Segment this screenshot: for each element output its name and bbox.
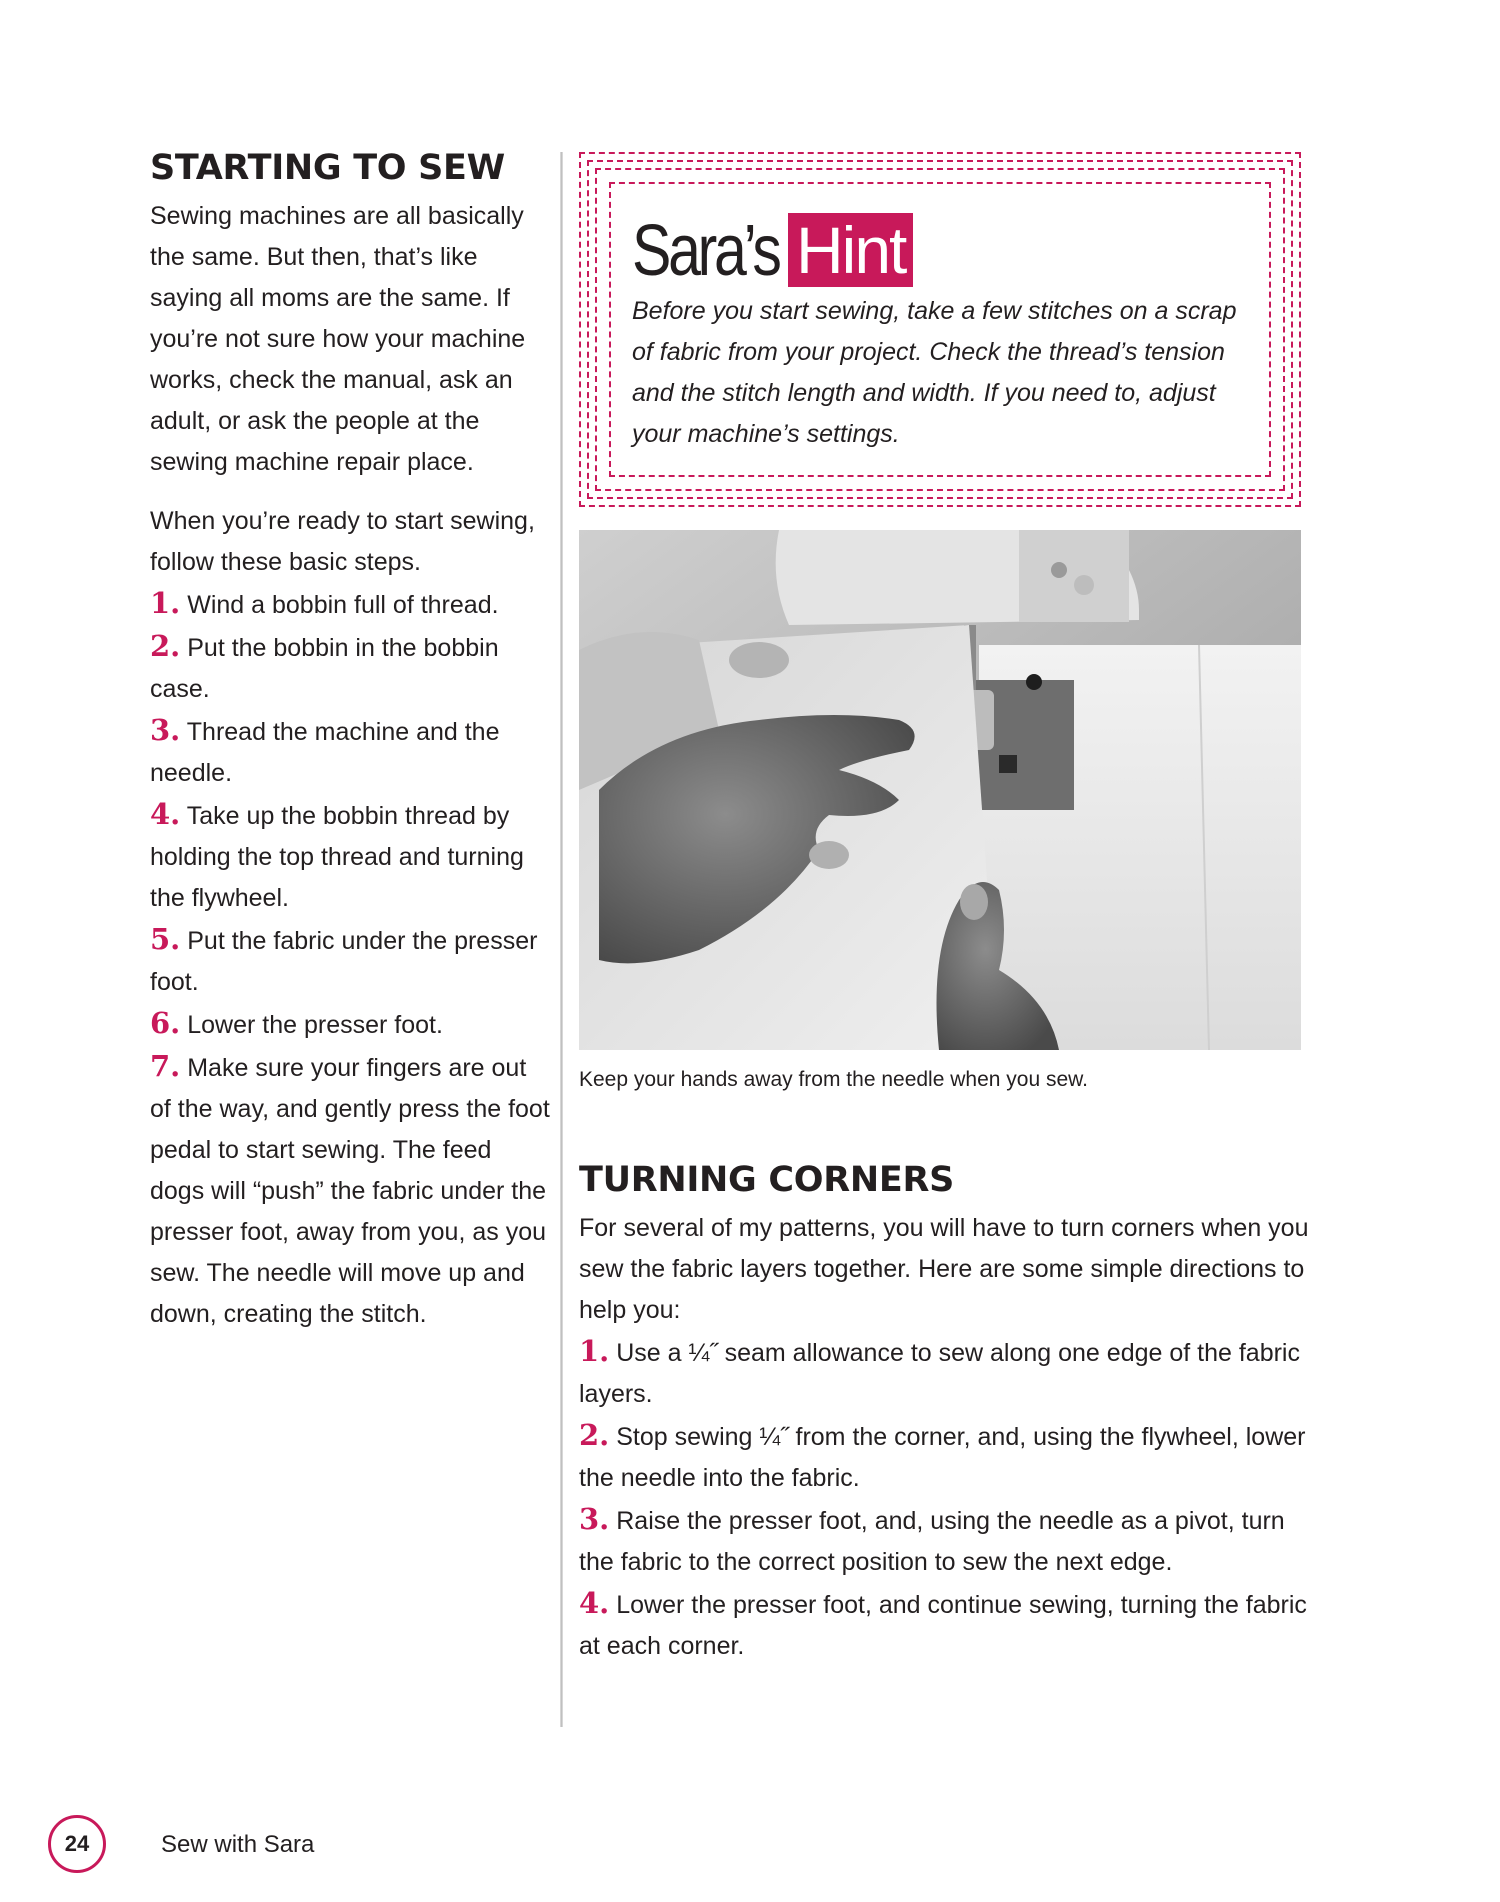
sewing-machine-illustration xyxy=(579,530,1301,1050)
page-number: 24 xyxy=(64,1831,90,1856)
step-number: 2. xyxy=(150,629,181,663)
step-number: 2. xyxy=(579,1418,610,1452)
step-text: Thread the machine and the needle. xyxy=(150,718,500,787)
photo-caption: Keep your hands away from the needle when you sew. xyxy=(579,1068,1088,1091)
step-text: Make sure your fingers are out of the way, and gently press the foot pedal to start sewing. The feed dogs will “push” the fabric under the presser foot, away from you, as you sew. The needle will move up and down, creating the stitch. xyxy=(150,1054,550,1328)
step-text: Lower the presser foot. xyxy=(187,1011,443,1039)
list-item xyxy=(579,1583,1309,1667)
list-item xyxy=(150,1046,550,1335)
list-item xyxy=(579,1331,1309,1415)
list-item xyxy=(579,1415,1309,1499)
column-divider xyxy=(560,152,563,1727)
step-text: Use a ¼˝ seam allowance to sew along one edge of the fabric layers. xyxy=(579,1339,1300,1408)
hint-label: Hint xyxy=(788,213,913,287)
step-text: Take up the bobbin thread by holding the top thread and turning the flywheel. xyxy=(150,802,524,912)
step-number: 5. xyxy=(150,922,181,956)
step-text: Raise the presser foot, and, using the needle as a pivot, turn the fabric to the correct position to sew the next edge. xyxy=(579,1507,1285,1576)
step-number: 4. xyxy=(150,797,181,831)
step-number: 3. xyxy=(150,713,181,747)
starting-ready: When you’re ready to start sewing, follow these basic steps. xyxy=(150,507,535,576)
left-column xyxy=(150,148,550,1335)
step-text: Put the bobbin in the bobbin case. xyxy=(150,634,499,703)
list-item xyxy=(150,626,550,710)
hint-title xyxy=(632,207,913,291)
step-number: 4. xyxy=(579,1586,610,1620)
list-item xyxy=(150,919,550,1003)
sewing-photo xyxy=(579,530,1301,1050)
hint-name: Sara’s xyxy=(632,211,779,291)
footer-book-title: Sew with Sara xyxy=(161,1831,315,1858)
step-text: Wind a bobbin full of thread. xyxy=(187,591,499,619)
step-text: Lower the presser foot, and continue sewing, turning the fabric at each corner. xyxy=(579,1591,1307,1660)
list-item xyxy=(150,710,550,794)
right-column xyxy=(579,1160,1309,1667)
section-title-starting: STARTING TO SEW xyxy=(150,148,505,188)
step-number: 1. xyxy=(150,586,181,620)
list-item xyxy=(150,794,550,919)
step-number: 7. xyxy=(150,1049,181,1083)
section-title-corners: TURNING CORNERS xyxy=(579,1160,955,1200)
step-number: 3. xyxy=(579,1502,610,1536)
step-text: Put the fabric under the presser foot. xyxy=(150,927,538,996)
list-item xyxy=(150,1003,550,1046)
corners-intro: For several of my patterns, you will have to turn corners when you sew the fabric layers together. Here are some simple directions to help you: xyxy=(579,1214,1309,1324)
page-number-badge xyxy=(48,1815,106,1873)
step-number: 1. xyxy=(579,1334,610,1368)
step-number: 6. xyxy=(150,1006,181,1040)
list-item xyxy=(579,1499,1309,1583)
hint-text: Before you start sewing, take a few stitches on a scrap of fabric from your project. Check the thread’s tension and the stitch length and width. If you need to, adjust your machine’s settings. xyxy=(632,297,1237,448)
list-item xyxy=(150,583,550,626)
step-text: Stop sewing ¼˝ from the corner, and, using the flywheel, lower the needle into the fabric. xyxy=(579,1423,1306,1492)
starting-intro: Sewing machines are all basically the same. But then, that’s like saying all moms are the same. If you’re not sure how your machine works, check the manual, ask an adult, or ask the people at the sewing machine repair place. xyxy=(150,202,526,476)
